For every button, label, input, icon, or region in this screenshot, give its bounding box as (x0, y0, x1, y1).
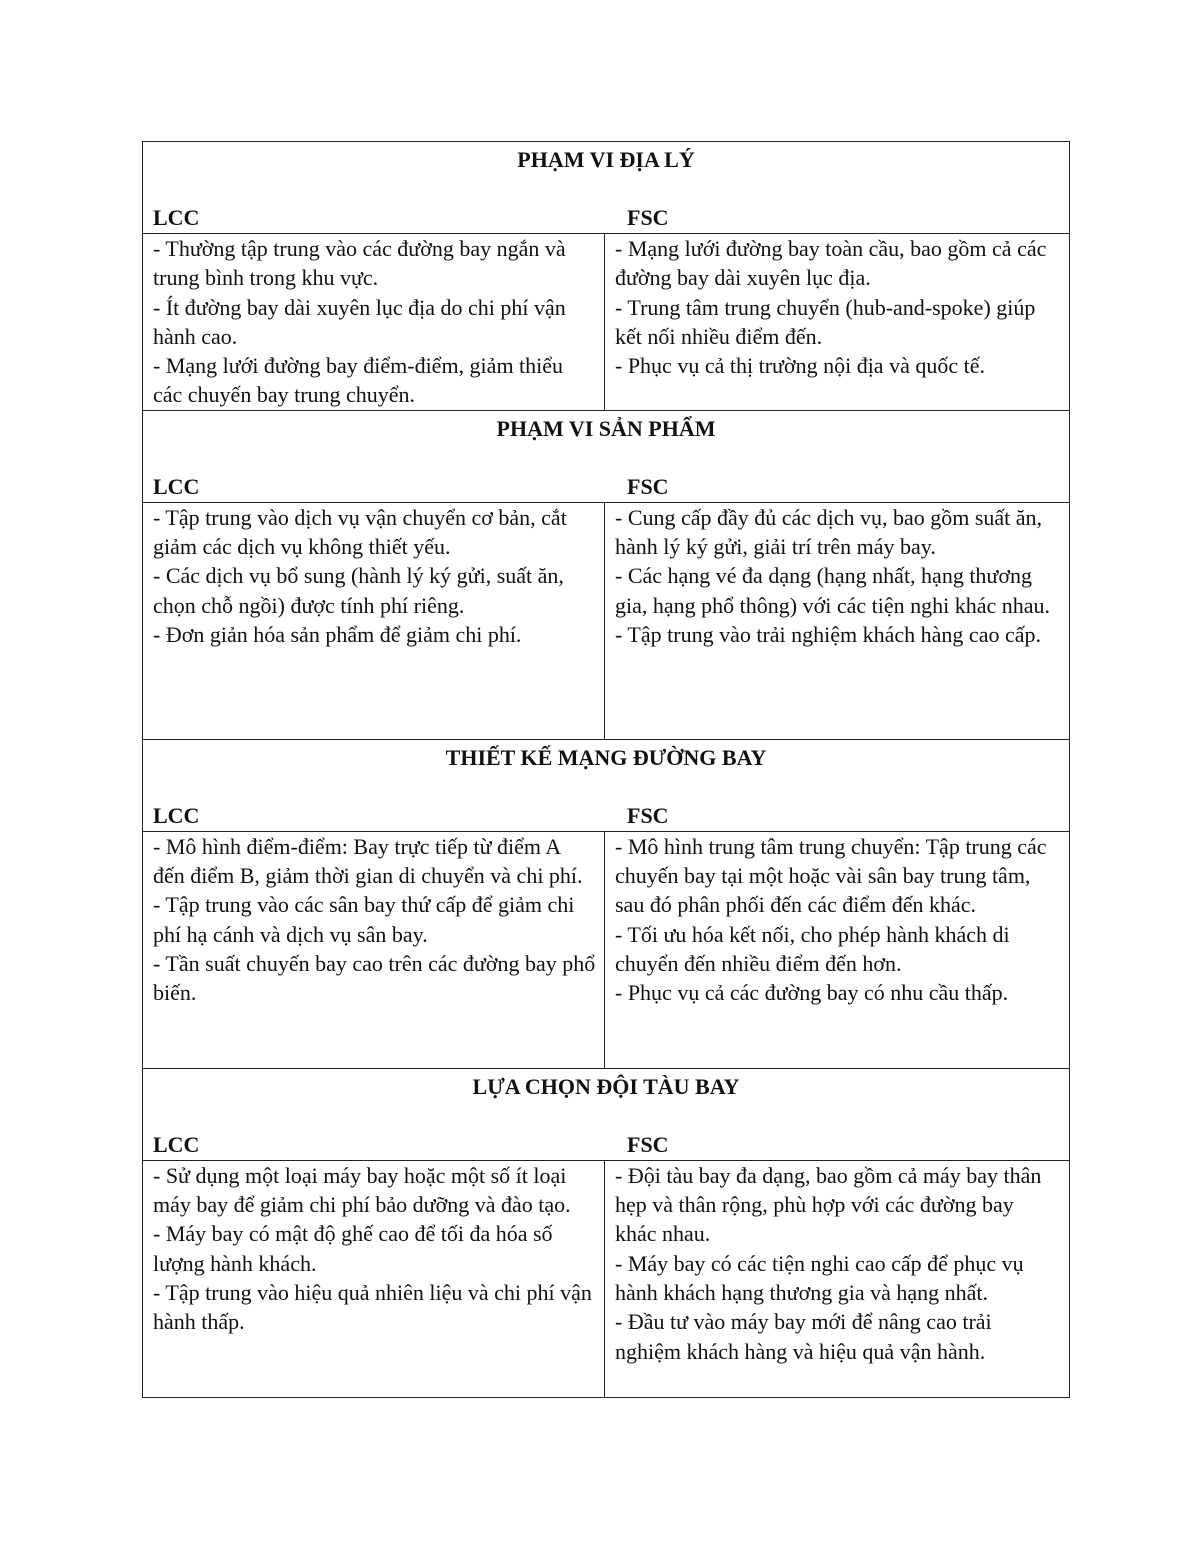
section-header (143, 142, 1070, 234)
fsc-label: FSC (627, 205, 669, 230)
column-labels (143, 203, 1069, 233)
lcc-cell (143, 1160, 605, 1397)
fsc-cell (605, 234, 1070, 411)
section-header (143, 1068, 1070, 1160)
bullet-point: - Đội tàu bay đa dạng, bao gồm cả máy bay thân hẹp và thân rộng, phù hợp với các đường bay khác nhau. (615, 1162, 1042, 1247)
lcc-label: LCC (153, 473, 200, 499)
section-header (143, 410, 1070, 502)
section-title: PHẠM VI SẢN PHẨM (496, 415, 716, 441)
lcc-cell (143, 234, 605, 411)
bullet-point: - Trung tâm trung chuyển (hub-and-spoke) giúp kết nối nhiều điểm đến. (615, 294, 1036, 349)
bullet-point: - Tập trung vào các sân bay thứ cấp để giảm chi phí hạ cánh và dịch vụ sân bay. (153, 892, 575, 947)
bullet-point: - Mạng lưới đường bay điểm-điểm, giảm thiểu các chuyến bay trung chuyển. (153, 353, 564, 408)
bullet-point: - Cung cấp đầy đủ các dịch vụ, bao gồm suất ăn, hành lý ký gửi, giải trí trên máy bay. (615, 504, 1043, 560)
lcc-cell (143, 502, 605, 739)
bullet-point: - Máy bay có mật độ ghế cao để tối đa hóa số lượng hành khách. (153, 1221, 553, 1276)
fsc-label: FSC (627, 1131, 669, 1157)
lcc-label: LCC (153, 802, 200, 828)
bullet-point: - Các hạng vé đa dạng (hạng nhất, hạng thương gia, hạng phổ thông) với các tiện nghi khác nhau. (615, 563, 1051, 618)
bullet-point: - Phục vụ cả thị trường nội địa và quốc tế. (615, 353, 985, 379)
section-header (143, 739, 1070, 831)
section-content-row (143, 234, 1070, 411)
bullet-point: - Mô hình điểm-điểm: Bay trực tiếp từ điểm A đến điểm B, giảm thời gian di chuyển và chi phí. (153, 833, 583, 889)
fsc-label: FSC (627, 473, 669, 499)
lcc-cell (143, 831, 605, 1068)
section-header-row (143, 142, 1070, 234)
section-title: THIẾT KẾ MẠNG ĐƯỜNG BAY (445, 744, 767, 770)
bullet-point: - Tối ưu hóa kết nối, cho phép hành khách di chuyển đến nhiều điểm đến hơn. (615, 921, 1010, 976)
section-content-row (143, 1160, 1070, 1397)
bullet-point: - Đơn giản hóa sản phẩm để giảm chi phí. (153, 621, 522, 647)
fsc-cell (605, 502, 1070, 739)
section-title: LỰA CHỌN ĐỘI TÀU BAY (472, 1073, 740, 1099)
bullet-point: - Đầu tư vào máy bay mới để nâng cao trải nghiệm khách hàng và hiệu quả vận hành. (615, 1309, 992, 1364)
column-labels (143, 472, 1069, 502)
section-content-row (143, 502, 1070, 739)
section-header-row (143, 410, 1070, 502)
bullet-point: - Tần suất chuyến bay cao trên các đường bay phổ biến. (153, 950, 596, 1006)
fsc-cell (605, 831, 1070, 1068)
fsc-cell (605, 1160, 1070, 1397)
bullet-point: - Các dịch vụ bổ sung (hành lý ký gửi, suất ăn, chọn chỗ ngồi) được tính phí riêng. (153, 563, 564, 618)
section-content-row (143, 831, 1070, 1068)
bullet-point: - Ít đường bay dài xuyên lục địa do chi phí vận hành cao. (153, 294, 566, 349)
bullet-point: - Phục vụ cả các đường bay có nhu cầu thấp. (615, 980, 1009, 1006)
comparison-table (142, 141, 1070, 1398)
section-header-row (143, 739, 1070, 831)
section-title: PHẠM VI ĐỊA LÝ (517, 147, 695, 172)
bullet-point: - Sử dụng một loại máy bay hoặc một số ít loại máy bay để giảm chi phí bảo dưỡng và đào tạo. (153, 1162, 571, 1218)
bullet-point: - Mạng lưới đường bay toàn cầu, bao gồm cả các đường bay dài xuyên lục địa. (615, 236, 1047, 291)
column-labels (143, 801, 1069, 831)
bullet-point: - Thường tập trung vào các đường bay ngắn và trung bình trong khu vực. (153, 236, 566, 291)
lcc-label: LCC (153, 1131, 200, 1157)
fsc-label: FSC (627, 802, 669, 828)
bullet-point: - Máy bay có các tiện nghi cao cấp để phục vụ hành khách hạng thương gia và hạng nhất. (615, 1250, 1024, 1305)
bullet-point: - Tập trung vào hiệu quả nhiên liệu và chi phí vận hành thấp. (153, 1279, 592, 1335)
column-labels (143, 1130, 1069, 1160)
lcc-label: LCC (153, 205, 200, 230)
bullet-point: - Tập trung vào trải nghiệm khách hàng cao cấp. (615, 621, 1041, 647)
bullet-point: - Mô hình trung tâm trung chuyển: Tập trung các chuyến bay tại một hoặc vài sân bay trung tâm, sau đó phân phối đến các điểm đến khác. (615, 833, 1047, 918)
bullet-point: - Tập trung vào dịch vụ vận chuyển cơ bản, cắt giảm các dịch vụ không thiết yếu. (153, 504, 567, 560)
section-header-row (143, 1068, 1070, 1160)
